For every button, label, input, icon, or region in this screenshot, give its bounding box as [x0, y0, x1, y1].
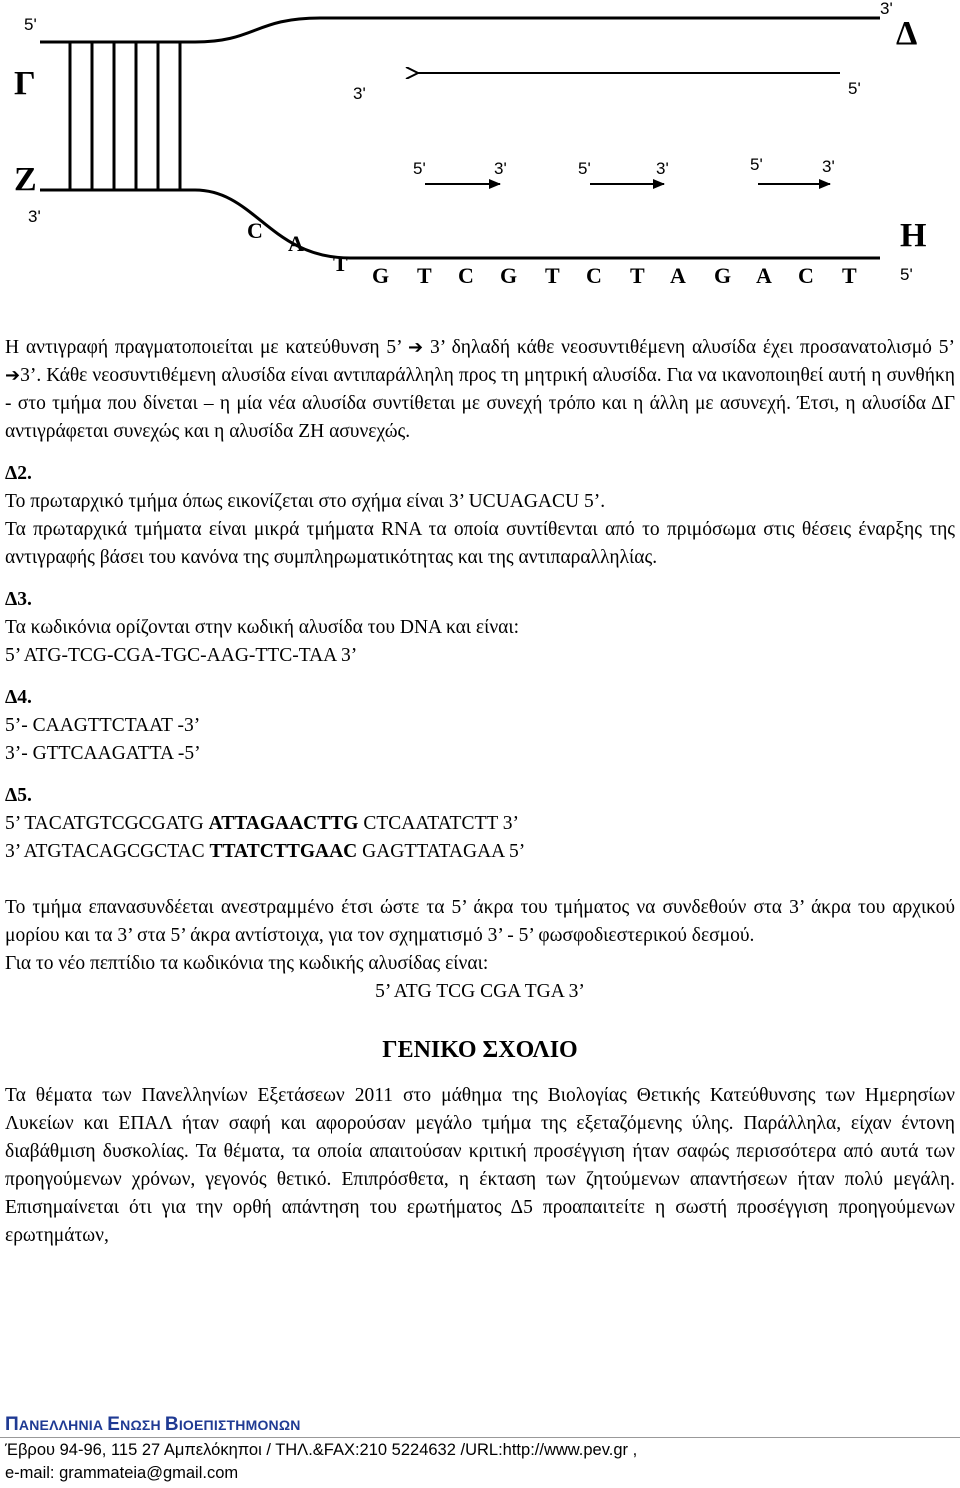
d2-primer-sequence: Το πρωταρχικό τμήμα όπως εικονίζεται στο σχήμα είναι 3’ UCUAGACU 5’.: [5, 491, 606, 512]
d4-strand-1: 5’- CAAGTTCTAAT -3’: [5, 715, 201, 736]
frag3-5prime: 5': [750, 155, 763, 174]
base: T: [630, 263, 645, 288]
base: C: [458, 263, 474, 288]
d3-codons-sequence: 5’ ATG-TCG-CGA-TGC-AAG-TTC-TAA 3’: [5, 645, 358, 666]
d5-strand-1: 5’ TACATGTCGCGATG ATTAGAACTTG CTCAATATCTT 3’: [5, 813, 520, 834]
frag1-5prime: 5': [413, 159, 426, 178]
heading-d3: Δ3.: [5, 589, 32, 610]
base: T: [842, 263, 857, 288]
general-comment-paragraph: Τα θέματα των Πανελληνίων Εξετάσεων 2011 στο μάθημα της Βιολογίας Θετικής Κατεύθυνσης των Ημερησίων Λυκείων και ΕΠΑΛ ήταν σαφή και αφορούσαν μεγάλο τμήμα της εξεταζόμενης ύλης. Παράλληλα, είχαν έντονη διαβάθμιση δυσκολίας. Τα θέματα, τα οποία απαιτούσαν κριτική προσέγγιση ήταν σαφώς περισσότερα από αυτά των προηγούμενων χρόνων, γεγονός θετικό. Επιπρόσθετα, η έκταση των ζητούμενων απαντήσεων ήταν πολύ μεγάλη. Επισημαίνεται ότι για την ορθή απάντηση του ερωτήματος Δ5 προαπαιτείτε η σωστή προσέγγιση προηγούμενων ερωτημάτων,: [5, 1085, 955, 1246]
base: T: [545, 263, 560, 288]
d5-strand-2: 3’ ATGTACAGCGCTAC TTATCTTGAAC GAGTTATAGAA 5’: [5, 841, 526, 862]
eta-5prime: 5': [900, 265, 913, 284]
heading-d2: Δ2.: [5, 463, 32, 484]
base: C: [586, 263, 602, 288]
replication-fork-svg: [0, 0, 960, 300]
top-arrow-5prime: 5': [848, 79, 861, 98]
label-delta: Δ: [896, 15, 918, 52]
base: G: [500, 263, 518, 288]
fork-top-3prime: 3': [353, 84, 366, 103]
frag2-3prime: 3': [656, 159, 669, 178]
base: T: [417, 263, 432, 288]
label-gamma: Γ: [14, 65, 36, 102]
d5-peptide-intro: Για το νέο πεπτίδιο τα κωδικόνια της κωδικής αλυσίδας είναι:: [5, 953, 489, 974]
d5-peptide-codons: 5’ ATG TCG CGA TGA 3’: [375, 981, 585, 1002]
answer-text: [5, 334, 955, 1250]
zeta-3prime: 3': [28, 207, 41, 226]
d5-explanation: Το τμήμα επανασυνδέεται ανεστραμμένο έτσι ώστε τα 5’ άκρα του τμήματος να συνδεθούν στα 3’ άκρα του αρχικού μορίου και τα 3’ στα 5’ άκρα αντίστοιχα, για τον σχηματισμό 3’ - 5’ φωσφοδιεστερικού δεσμού.: [5, 897, 955, 946]
d5-inverted-segment: TTATCTTGAAC: [209, 841, 358, 862]
d5-inverted-segment: ATTAGAACTTG: [208, 813, 359, 834]
paragraph-replication-direction: Η αντιγραφή πραγματοποιείται με κατεύθυνση 5’ ➔ 3’ δηλαδή κάθε νεοσυντιθέμενη αλυσίδα έχει προσανατολισμό 5’ ➔3’. Κάθε νεοσυντιθέμενη αλυσίδα είναι αντιπαράλληλη προς τη μητρική αλυσίδα. Για να ικανοποιηθεί αυτή η συνθήκη - στο τμήμα που δίνεται – η μία νέα αλυσίδα συντίθεται με συνεχή τρόπο και η άλλη με ασυνεχή. Έτσι, η αλυσίδα ΔΓ αντιγράφεται συνεχώς και η αλυσίδα ΖΗ ασυνεχώς.: [5, 337, 955, 442]
base: C: [247, 218, 263, 243]
heading-d4: Δ4.: [5, 687, 32, 708]
base: A: [288, 231, 304, 256]
right-arrow-icon: ➔: [5, 365, 21, 386]
label-eta: Η: [900, 217, 927, 254]
frag1-3prime: 3': [494, 159, 507, 178]
gamma-5prime: 5': [24, 15, 37, 34]
right-arrow-icon: ➔: [408, 337, 424, 358]
frag2-5prime: 5': [578, 159, 591, 178]
base: G: [714, 263, 732, 288]
base: C: [798, 263, 814, 288]
label-zeta: Ζ: [14, 161, 37, 198]
footer-address: Έβρου 94-96, 115 27 Αμπελόκηποι / ΤΗΛ.&FAX:210 5224632 /URL:http://www.pev.gr ,: [5, 1441, 638, 1459]
heading-d5: Δ5.: [5, 785, 32, 806]
frag3-3prime: 3': [822, 157, 835, 176]
footer-email: e-mail: grammateia@gmail.com: [5, 1464, 239, 1482]
base: A: [756, 263, 772, 288]
base-pair-rungs: [70, 42, 180, 190]
d3-codons-intro: Τα κωδικόνια ορίζονται στην κωδική αλυσίδα του DNA και είναι:: [5, 617, 520, 638]
d4-strand-2: 3’- GTTCAAGATTA -5’: [5, 743, 201, 764]
footer-organization: ΠΑΝΕΛΛΗΝΙΑ ΕΝΩΣΗ ΒΙΟΕΠΙΣΤΗΜΟΝΩΝ: [5, 1414, 301, 1435]
base: T: [333, 251, 348, 276]
base: A: [670, 263, 686, 288]
general-comment-title: ΓΕΝΙΚΟ ΣΧΟΛΙΟ: [382, 1037, 578, 1063]
delta-3prime: 3': [880, 0, 893, 18]
footer-divider: [0, 1437, 960, 1438]
replication-fork-diagram: [0, 0, 960, 300]
strand-zeta-eta: [40, 190, 880, 258]
d2-primer-explanation: Τα πρωταρχικά τμήματα είναι μικρά τμήματα RNA τα οποία συντίθενται από το πριμόσωμα στις θέσεις έναρξης της αντιγραφής βάσει του κανόνα της συμπληρωματικότητας και της αντιπαραλληλίας.: [5, 519, 955, 568]
base: G: [372, 263, 390, 288]
strand-gamma-delta: [40, 18, 880, 42]
